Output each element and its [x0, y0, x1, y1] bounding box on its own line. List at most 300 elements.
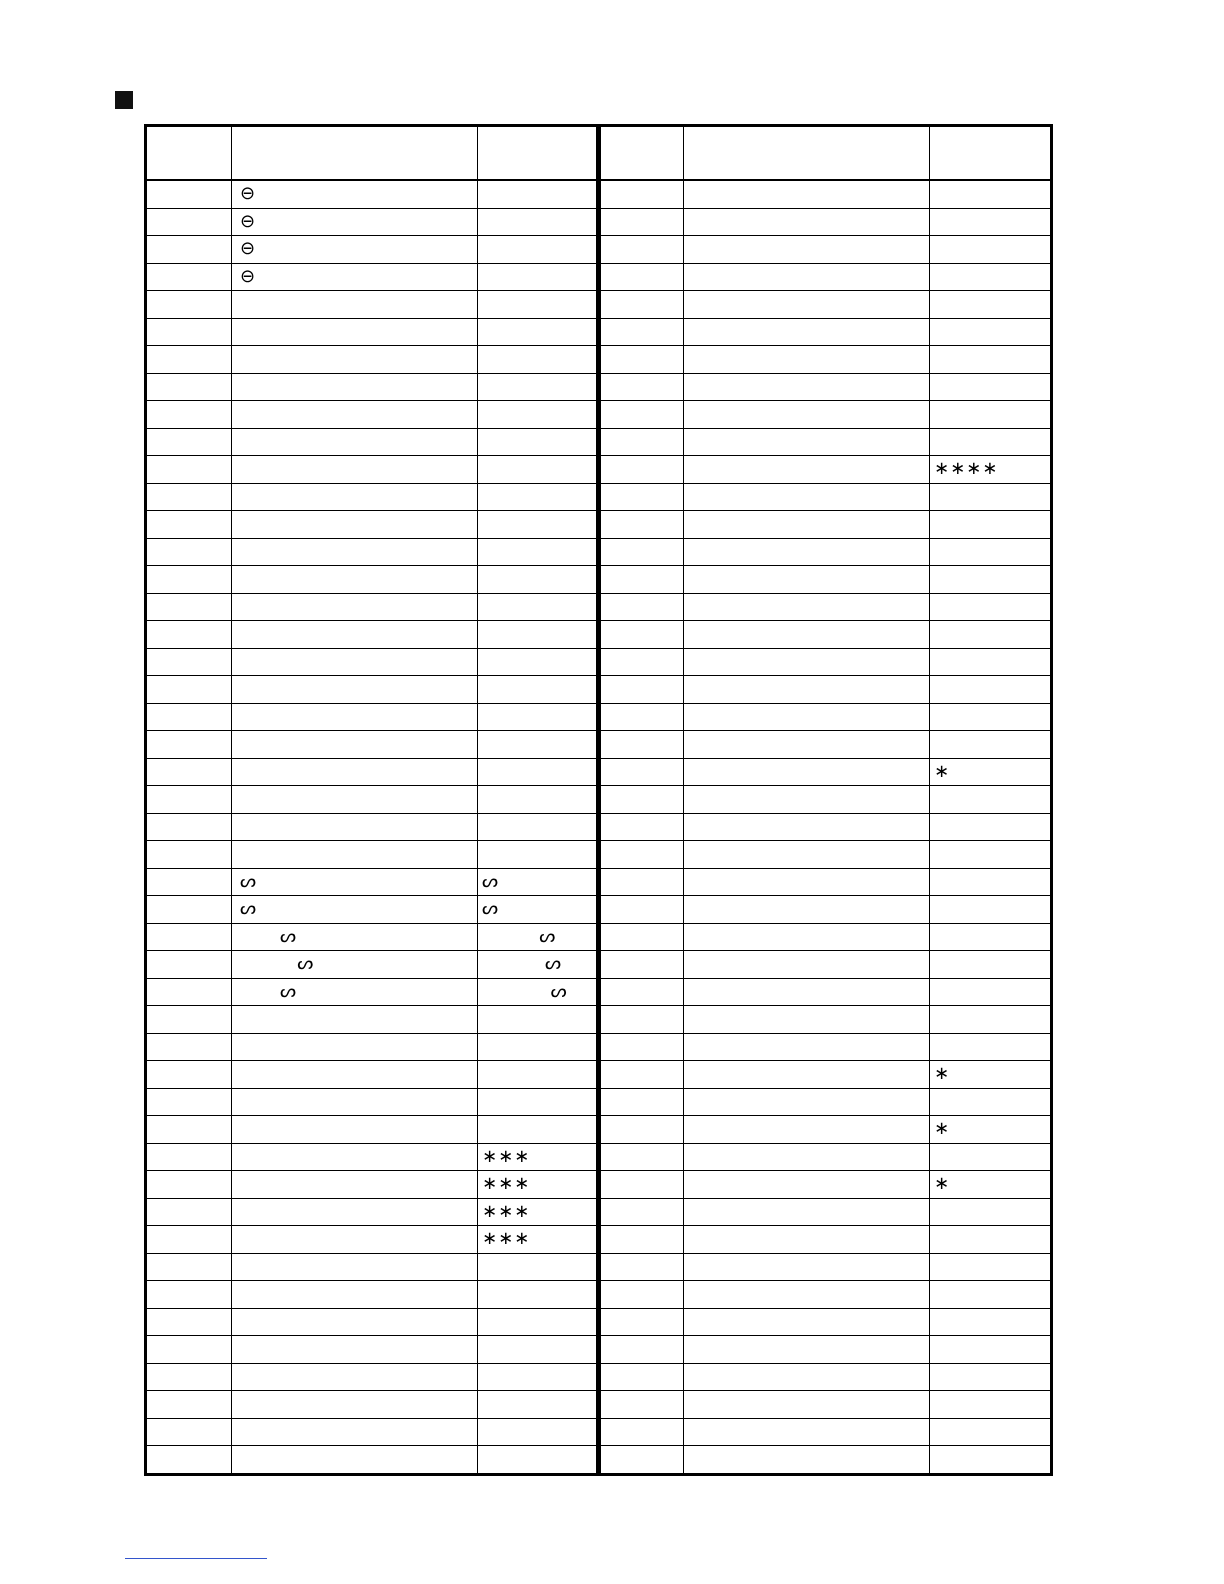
pin-cell [146, 648, 232, 676]
pin-cell [598, 1308, 684, 1336]
name-cell [684, 1226, 930, 1254]
name-cell [684, 1363, 930, 1391]
pin-cell [146, 401, 232, 429]
table-row [598, 456, 1052, 484]
pin-cell [598, 1198, 684, 1226]
name-cell [232, 1116, 478, 1144]
function-cell [478, 236, 600, 264]
table-row [598, 263, 1052, 291]
function-cell [478, 208, 600, 236]
pin-table-right-body [598, 126, 1052, 1475]
name-cell: ᔕ [232, 978, 478, 1006]
name-cell [684, 841, 930, 869]
pin-cell [598, 291, 684, 319]
pin-cell [598, 1363, 684, 1391]
function-cell [478, 1088, 600, 1116]
pin-cell [598, 263, 684, 291]
pin-cell [598, 703, 684, 731]
table-row [598, 951, 1052, 979]
pin-cell [146, 978, 232, 1006]
name-cell [232, 1171, 478, 1199]
name-cell [232, 1033, 478, 1061]
pin-cell [146, 868, 232, 896]
pin-cell [146, 428, 232, 456]
pin-cell [598, 593, 684, 621]
pin-cell [146, 1088, 232, 1116]
name-cell [232, 1281, 478, 1309]
function-cell [478, 1363, 600, 1391]
table-row [598, 621, 1052, 649]
table-row [598, 401, 1052, 429]
function-cell: ∗ [930, 1171, 1052, 1199]
table-row [598, 731, 1052, 759]
pin-cell [146, 180, 232, 208]
name-cell [684, 538, 930, 566]
function-cell [478, 263, 600, 291]
pin-cell [598, 1116, 684, 1144]
table-row [598, 318, 1052, 346]
table-header-row [598, 126, 1052, 181]
name-cell [684, 1171, 930, 1199]
function-cell [478, 1446, 600, 1475]
pin-cell [598, 951, 684, 979]
pin-cell [146, 1281, 232, 1309]
name-cell [232, 676, 478, 704]
pin-cell [598, 676, 684, 704]
header-cell-function [478, 126, 600, 181]
name-cell [684, 1198, 930, 1226]
pin-cell [598, 456, 684, 484]
function-cell [478, 813, 600, 841]
pin-cell [598, 896, 684, 924]
function-cell: ∗∗∗ [478, 1226, 600, 1254]
table-row [598, 676, 1052, 704]
function-cell [478, 1281, 600, 1309]
function-cell [930, 1336, 1052, 1364]
name-cell [684, 318, 930, 346]
function-cell [478, 291, 600, 319]
pin-cell [598, 373, 684, 401]
pin-cell [598, 731, 684, 759]
table-row [598, 896, 1052, 924]
name-cell [684, 621, 930, 649]
function-cell [930, 1143, 1052, 1171]
name-cell [232, 318, 478, 346]
function-cell [478, 401, 600, 429]
name-cell [232, 758, 478, 786]
name-cell [232, 511, 478, 539]
function-cell [930, 1308, 1052, 1336]
function-cell: ᔕ [478, 978, 600, 1006]
name-cell: ᔕ [232, 923, 478, 951]
pin-cell [146, 1446, 232, 1475]
function-cell: ᔕ [478, 951, 600, 979]
pin-cell [146, 621, 232, 649]
name-cell [684, 1446, 930, 1475]
table-row [598, 1198, 1052, 1226]
pin-cell [146, 813, 232, 841]
name-cell [684, 236, 930, 264]
name-cell [232, 1363, 478, 1391]
function-cell [478, 346, 600, 374]
function-cell [930, 428, 1052, 456]
name-cell [232, 566, 478, 594]
name-cell [684, 786, 930, 814]
table-row [146, 428, 600, 456]
pin-cell [598, 1033, 684, 1061]
name-cell [232, 786, 478, 814]
table-row [146, 1088, 600, 1116]
pin-cell [598, 786, 684, 814]
function-cell [930, 1033, 1052, 1061]
name-cell [684, 1281, 930, 1309]
table-row [598, 1308, 1052, 1336]
table-row [146, 208, 600, 236]
table-row [146, 483, 600, 511]
name-cell [684, 923, 930, 951]
table-row [146, 896, 600, 924]
function-cell [478, 621, 600, 649]
table-row [146, 1281, 600, 1309]
name-cell [232, 1198, 478, 1226]
name-cell: ⊖ [232, 208, 478, 236]
function-cell [478, 538, 600, 566]
name-cell [684, 1253, 930, 1281]
function-cell [478, 428, 600, 456]
function-cell: ᔕ [478, 868, 600, 896]
name-cell [684, 1116, 930, 1144]
header-cell-pin [146, 126, 232, 181]
header-cell-pin [598, 126, 684, 181]
name-cell: ⊖ [232, 263, 478, 291]
name-cell [232, 1446, 478, 1475]
pin-cell [146, 1308, 232, 1336]
function-cell [930, 1418, 1052, 1446]
function-cell [930, 1088, 1052, 1116]
name-cell [684, 346, 930, 374]
function-cell [930, 978, 1052, 1006]
pin-table-left [144, 124, 601, 1476]
table-row [146, 1253, 600, 1281]
function-cell [478, 758, 600, 786]
table-row [146, 868, 600, 896]
pin-cell [146, 263, 232, 291]
name-cell [232, 346, 478, 374]
name-cell [232, 401, 478, 429]
pin-cell [598, 621, 684, 649]
function-cell [930, 676, 1052, 704]
name-cell [684, 951, 930, 979]
name-cell [232, 648, 478, 676]
name-cell [232, 456, 478, 484]
table-row [598, 208, 1052, 236]
pin-cell [146, 346, 232, 374]
table-row [146, 291, 600, 319]
name-cell [232, 841, 478, 869]
table-row [598, 346, 1052, 374]
pin-cell [146, 1391, 232, 1419]
pin-cell [146, 538, 232, 566]
name-cell [232, 1006, 478, 1034]
function-cell [930, 511, 1052, 539]
table-header-row [146, 126, 600, 181]
name-cell [684, 1418, 930, 1446]
table-row [598, 291, 1052, 319]
table-row [146, 1391, 600, 1419]
name-cell [684, 180, 930, 208]
function-cell [930, 1363, 1052, 1391]
pin-cell [146, 923, 232, 951]
function-cell: ∗∗∗ [478, 1171, 600, 1199]
table-row [598, 1336, 1052, 1364]
table-row [598, 1033, 1052, 1061]
function-cell [930, 841, 1052, 869]
table-row [598, 1088, 1052, 1116]
pin-cell [146, 1033, 232, 1061]
name-cell: ⊖ [232, 180, 478, 208]
name-cell [684, 1061, 930, 1089]
pin-cell [598, 868, 684, 896]
pin-cell [598, 346, 684, 374]
name-cell [232, 1391, 478, 1419]
table-row [598, 1418, 1052, 1446]
function-cell [930, 648, 1052, 676]
pin-cell [598, 511, 684, 539]
name-cell [684, 1006, 930, 1034]
table-row [598, 236, 1052, 264]
table-row [598, 428, 1052, 456]
function-cell [478, 1033, 600, 1061]
name-cell [684, 1336, 930, 1364]
function-cell [930, 318, 1052, 346]
pin-cell [146, 676, 232, 704]
function-cell [478, 456, 600, 484]
name-cell [684, 868, 930, 896]
function-cell: ∗ [930, 1116, 1052, 1144]
table-row [598, 566, 1052, 594]
function-cell [478, 703, 600, 731]
table-row [146, 1336, 600, 1364]
name-cell [232, 593, 478, 621]
pin-cell [598, 1171, 684, 1199]
function-cell [478, 318, 600, 346]
function-cell: ᔕ [478, 923, 600, 951]
pin-cell [598, 1336, 684, 1364]
name-cell: ᔕ [232, 896, 478, 924]
table-row [146, 951, 600, 979]
header-cell-name [684, 126, 930, 181]
function-cell [478, 731, 600, 759]
function-cell [930, 703, 1052, 731]
table-row [598, 180, 1052, 208]
table-row [146, 566, 600, 594]
table-row [598, 758, 1052, 786]
table-row [598, 511, 1052, 539]
table-row [598, 1143, 1052, 1171]
name-cell [232, 291, 478, 319]
name-cell [684, 648, 930, 676]
pin-cell [598, 401, 684, 429]
pin-cell [146, 456, 232, 484]
function-cell [478, 483, 600, 511]
pin-cell [598, 538, 684, 566]
table-row [146, 456, 600, 484]
function-cell [930, 263, 1052, 291]
pin-cell [598, 180, 684, 208]
function-cell [930, 621, 1052, 649]
name-cell: ᔕ [232, 868, 478, 896]
table-row [146, 263, 600, 291]
function-cell [930, 1391, 1052, 1419]
function-cell: ∗∗∗ [478, 1143, 600, 1171]
pin-cell [146, 758, 232, 786]
name-cell [232, 1061, 478, 1089]
pin-cell [146, 1418, 232, 1446]
pin-cell [598, 1088, 684, 1116]
function-cell [930, 483, 1052, 511]
name-cell [684, 731, 930, 759]
pin-cell [146, 1116, 232, 1144]
function-cell [478, 841, 600, 869]
table-row [146, 648, 600, 676]
name-cell [684, 1391, 930, 1419]
pin-cell [146, 731, 232, 759]
table-row [146, 1308, 600, 1336]
pin-table-left-body [146, 126, 600, 1475]
pin-cell [146, 1253, 232, 1281]
pin-cell [146, 841, 232, 869]
pin-cell [598, 208, 684, 236]
name-cell: ⊖ [232, 236, 478, 264]
name-cell [232, 1226, 478, 1254]
pin-cell [146, 318, 232, 346]
pin-cell [598, 648, 684, 676]
pin-cell [598, 1006, 684, 1034]
name-cell [684, 263, 930, 291]
function-cell [930, 1281, 1052, 1309]
pin-cell [598, 758, 684, 786]
footer-link-underline [125, 1558, 267, 1559]
name-cell [232, 483, 478, 511]
table-row [598, 1006, 1052, 1034]
function-cell [478, 511, 600, 539]
table-row [146, 593, 600, 621]
name-cell [232, 621, 478, 649]
pin-cell [146, 703, 232, 731]
pin-cell [598, 1418, 684, 1446]
name-cell [232, 1308, 478, 1336]
table-row [598, 593, 1052, 621]
pin-cell [598, 841, 684, 869]
table-row [146, 978, 600, 1006]
function-cell [930, 538, 1052, 566]
function-cell [478, 1061, 600, 1089]
pin-cell [146, 1143, 232, 1171]
function-cell [930, 868, 1052, 896]
function-cell [478, 566, 600, 594]
table-row [598, 868, 1052, 896]
table-row [598, 703, 1052, 731]
function-cell [930, 208, 1052, 236]
name-cell [684, 593, 930, 621]
table-row [146, 731, 600, 759]
function-cell [930, 1226, 1052, 1254]
table-row [146, 1198, 600, 1226]
pin-cell [146, 566, 232, 594]
pin-cell [146, 951, 232, 979]
name-cell [684, 291, 930, 319]
name-cell: ᔕ [232, 951, 478, 979]
function-cell [478, 1391, 600, 1419]
pin-cell [598, 813, 684, 841]
function-cell [478, 676, 600, 704]
table-row [598, 1391, 1052, 1419]
pin-cell [146, 483, 232, 511]
function-cell [930, 346, 1052, 374]
function-cell [930, 923, 1052, 951]
table-row [146, 1143, 600, 1171]
pin-cell [146, 786, 232, 814]
function-cell [478, 1308, 600, 1336]
name-cell [232, 1088, 478, 1116]
name-cell [684, 483, 930, 511]
function-cell: ∗∗∗ [478, 1198, 600, 1226]
name-cell [684, 978, 930, 1006]
pin-cell [146, 1336, 232, 1364]
function-cell [930, 1253, 1052, 1281]
pin-cell [598, 1061, 684, 1089]
name-cell [684, 896, 930, 924]
name-cell [684, 511, 930, 539]
pin-cell [146, 1061, 232, 1089]
name-cell [232, 428, 478, 456]
function-cell [478, 1116, 600, 1144]
name-cell [684, 401, 930, 429]
function-cell [930, 786, 1052, 814]
function-cell [930, 1006, 1052, 1034]
name-cell [684, 566, 930, 594]
table-row [598, 538, 1052, 566]
pin-table-right [596, 124, 1053, 1476]
square-bullet-icon [115, 91, 133, 109]
pin-cell [146, 291, 232, 319]
function-cell: ∗ [930, 1061, 1052, 1089]
pin-cell [146, 1363, 232, 1391]
name-cell [232, 1143, 478, 1171]
function-cell [930, 291, 1052, 319]
pin-cell [146, 1198, 232, 1226]
function-cell [478, 1253, 600, 1281]
table-row [146, 1171, 600, 1199]
table-row [146, 813, 600, 841]
pin-cell [598, 1253, 684, 1281]
function-cell [930, 1198, 1052, 1226]
name-cell [684, 813, 930, 841]
table-row [146, 758, 600, 786]
function-cell [930, 593, 1052, 621]
function-cell: ᔕ [478, 896, 600, 924]
function-cell [478, 648, 600, 676]
function-cell [478, 180, 600, 208]
table-row [598, 1171, 1052, 1199]
name-cell [684, 456, 930, 484]
name-cell [684, 1308, 930, 1336]
function-cell [478, 593, 600, 621]
pin-cell [598, 1446, 684, 1475]
name-cell [232, 1253, 478, 1281]
table-row [146, 1006, 600, 1034]
name-cell [232, 813, 478, 841]
